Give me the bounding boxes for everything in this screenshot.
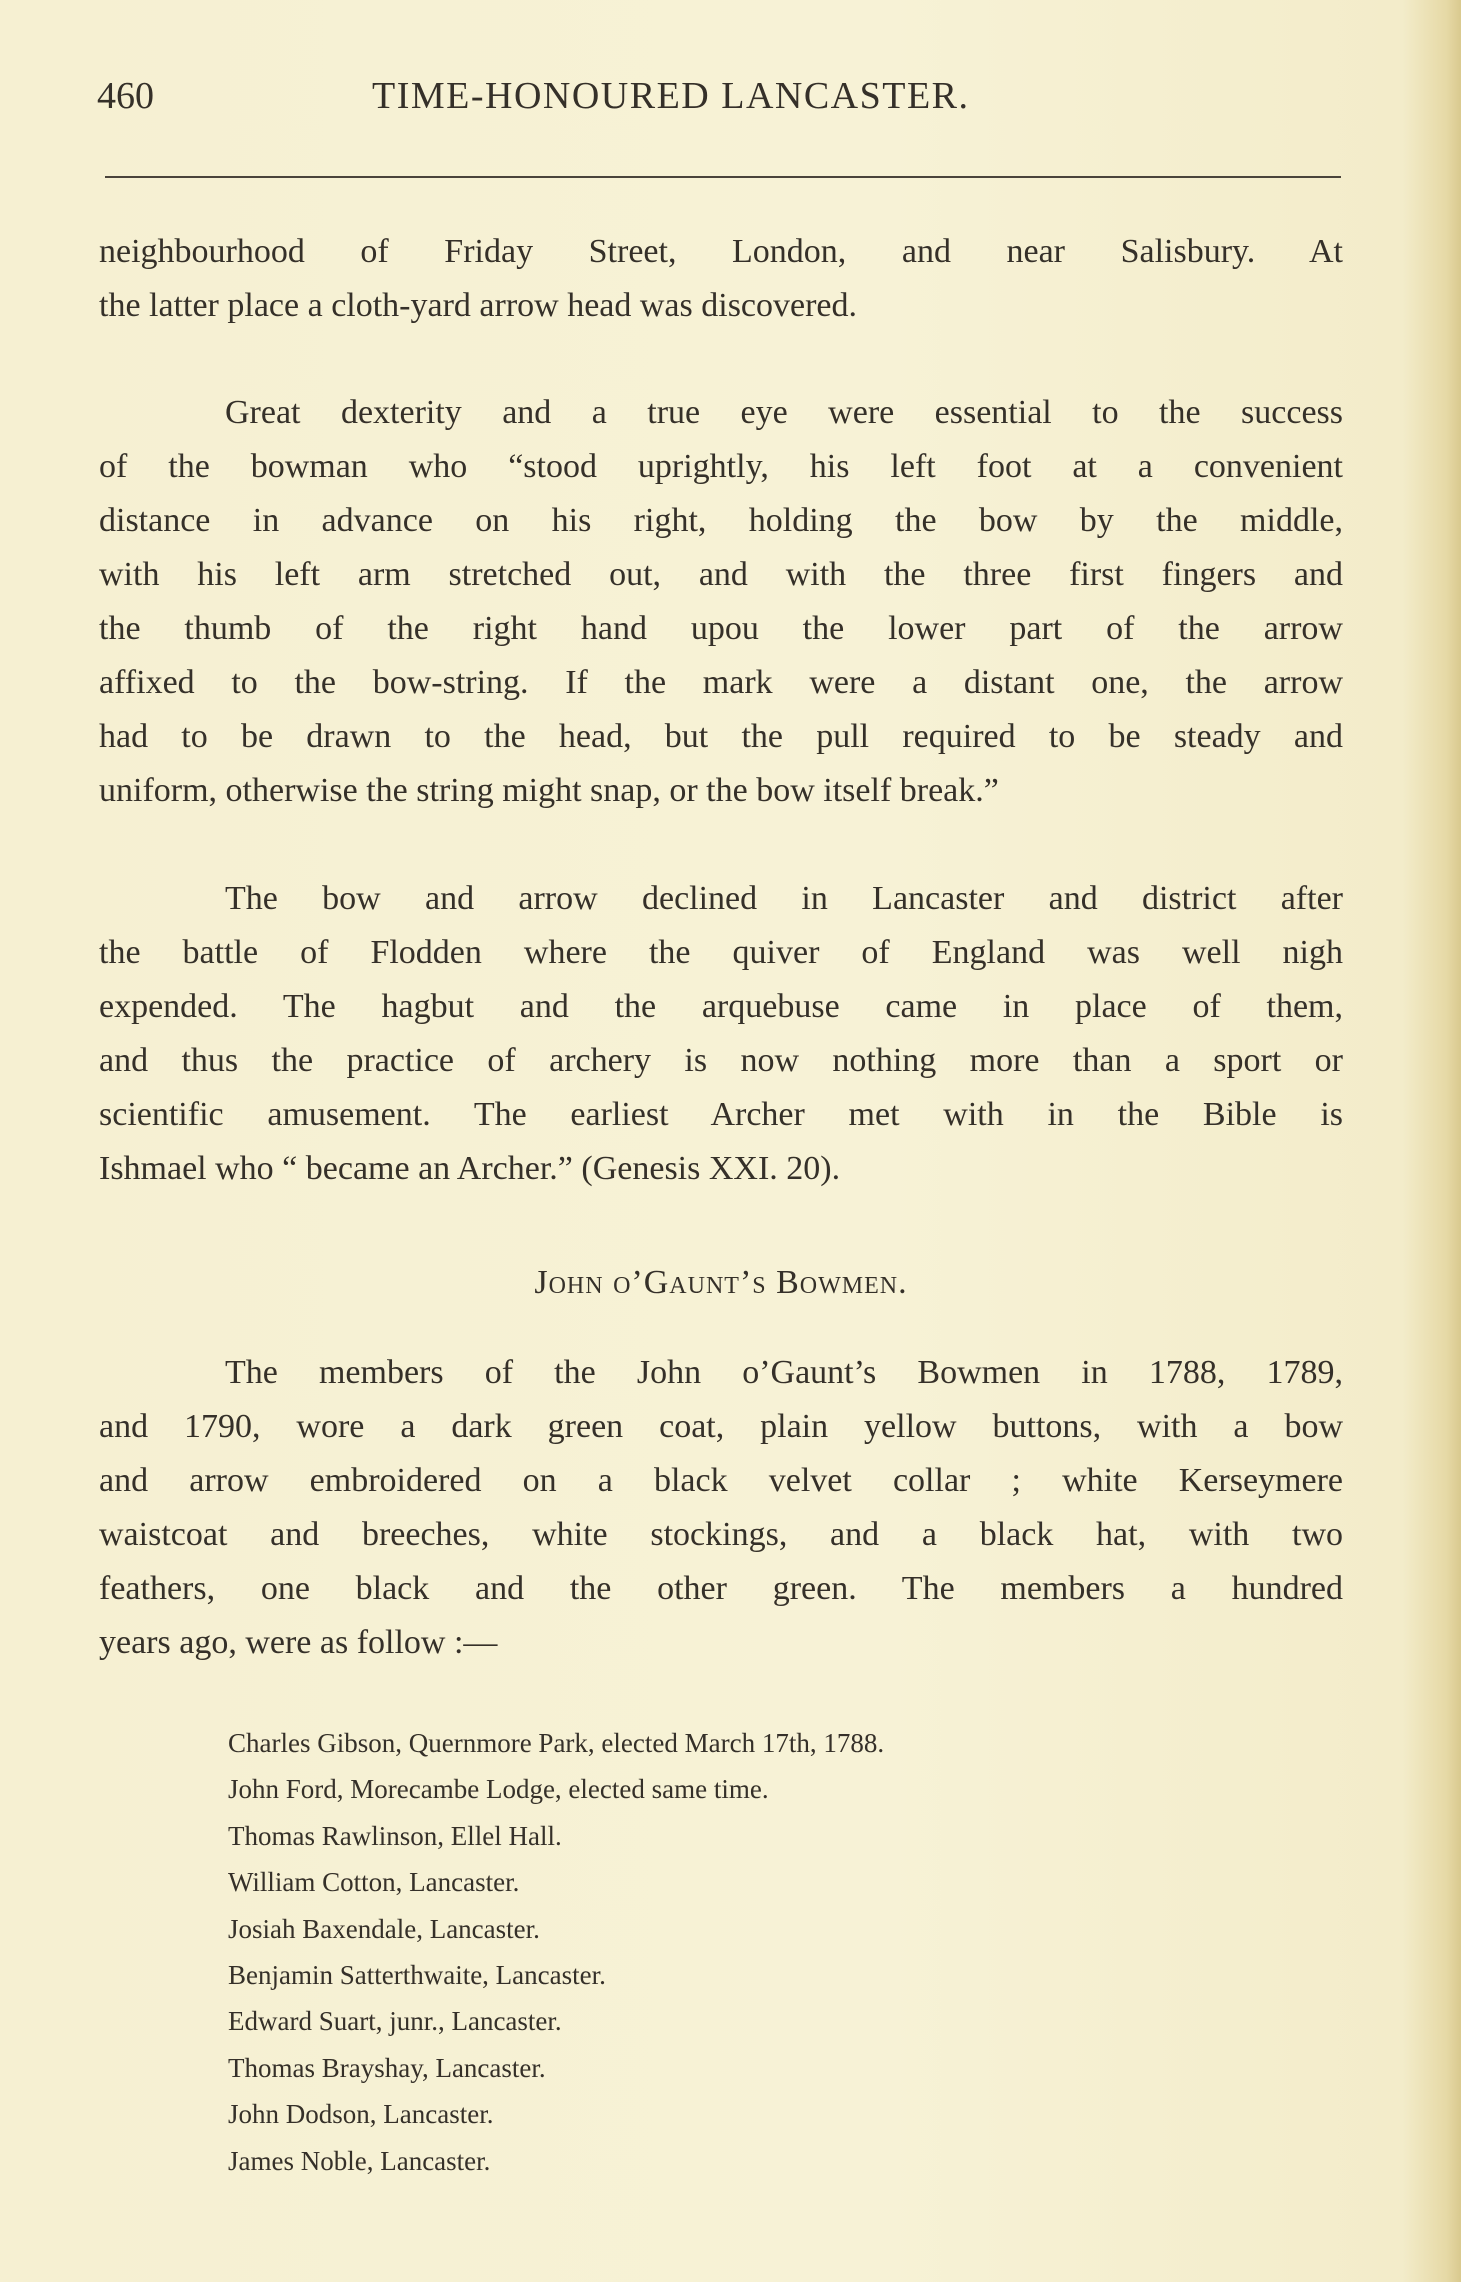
text-line: Great dexterity and a true eye were essential to the success [225, 394, 1343, 431]
text-line: affixed to the bow-string. If the mark were a distant one, the arrow [99, 664, 1343, 701]
members-list [228, 1720, 884, 2184]
text-line: waistcoat and breeches, white stockings, and a black hat, with two [99, 1516, 1343, 1553]
paragraph-1 [99, 225, 1343, 333]
text-line: neighbourhood of Friday Street, London, and near Salisbury. At [99, 233, 1343, 270]
text-line: The members of the John o’Gaunt’s Bowmen in 1788, 1789, [225, 1354, 1343, 1391]
member-item: John Ford, Morecambe Lodge, elected same time. [228, 1774, 769, 1805]
member-item: James Noble, Lancaster. [228, 2145, 491, 2176]
running-title: TIME-HONOURED LANCASTER. [372, 75, 970, 117]
text-line: The bow and arrow declined in Lancaster and district after [225, 880, 1343, 917]
header-rule [105, 176, 1341, 178]
text-line: the thumb of the right hand upou the lower part of the arrow [99, 610, 1343, 647]
text-line: and thus the practice of archery is now nothing more than a sport or [99, 1042, 1343, 1079]
text-line: and 1790, wore a dark green coat, plain yellow buttons, with a bow [99, 1408, 1343, 1445]
member-item: Charles Gibson, Quernmore Park, elected March 17th, 1788. [228, 1728, 885, 1758]
text-line: the battle of Flodden where the quiver of England was well nigh [99, 934, 1343, 971]
text-line: expended. The hagbut and the arquebuse came in place of them, [99, 988, 1343, 1025]
text-line: scientific amusement. The earliest Archer met with in the Bible is [99, 1096, 1343, 1133]
member-item: Thomas Rawlinson, Ellel Hall. [228, 1820, 562, 1851]
text-line: with his left arm stretched out, and with the three first fingers and [99, 556, 1343, 593]
member-item: Edward Suart, junr., Lancaster. [228, 2006, 562, 2037]
text-line: the latter place a cloth-yard arrow head was discovered. [99, 287, 858, 324]
section-heading: John o’Gaunt’s Bowmen. [534, 1264, 908, 1301]
member-item: Josiah Baxendale, Lancaster. [228, 1913, 540, 1944]
page-number: 460 [97, 75, 154, 117]
paragraph-4 [99, 1346, 1343, 1670]
paragraph-2 [99, 386, 1343, 818]
text-line: Ishmael who “ became an Archer.” (Genesis XXI. 20). [99, 1150, 841, 1187]
member-item: Benjamin Satterthwaite, Lancaster. [228, 1960, 606, 1991]
text-line: feathers, one black and the other green. The members a hundred [99, 1570, 1343, 1607]
text-line: uniform, otherwise the string might snap, or the bow itself break.” [99, 772, 999, 809]
text-line: distance in advance on his right, holding the bow by the middle, [99, 502, 1343, 539]
text-line: of the bowman who “stood uprightly, his left foot at a convenient [99, 448, 1343, 485]
paragraph-3 [99, 872, 1343, 1196]
member-item: Thomas Brayshay, Lancaster. [228, 2052, 546, 2083]
text-line: years ago, were as follow :— [99, 1624, 498, 1661]
member-item: William Cotton, Lancaster. [228, 1867, 520, 1898]
member-item: John Dodson, Lancaster. [228, 2099, 494, 2130]
text-line: and arrow embroidered on a black velvet collar ; white Kerseymere [99, 1462, 1343, 1499]
text-line: had to be drawn to the head, but the pull required to be steady and [99, 718, 1343, 755]
